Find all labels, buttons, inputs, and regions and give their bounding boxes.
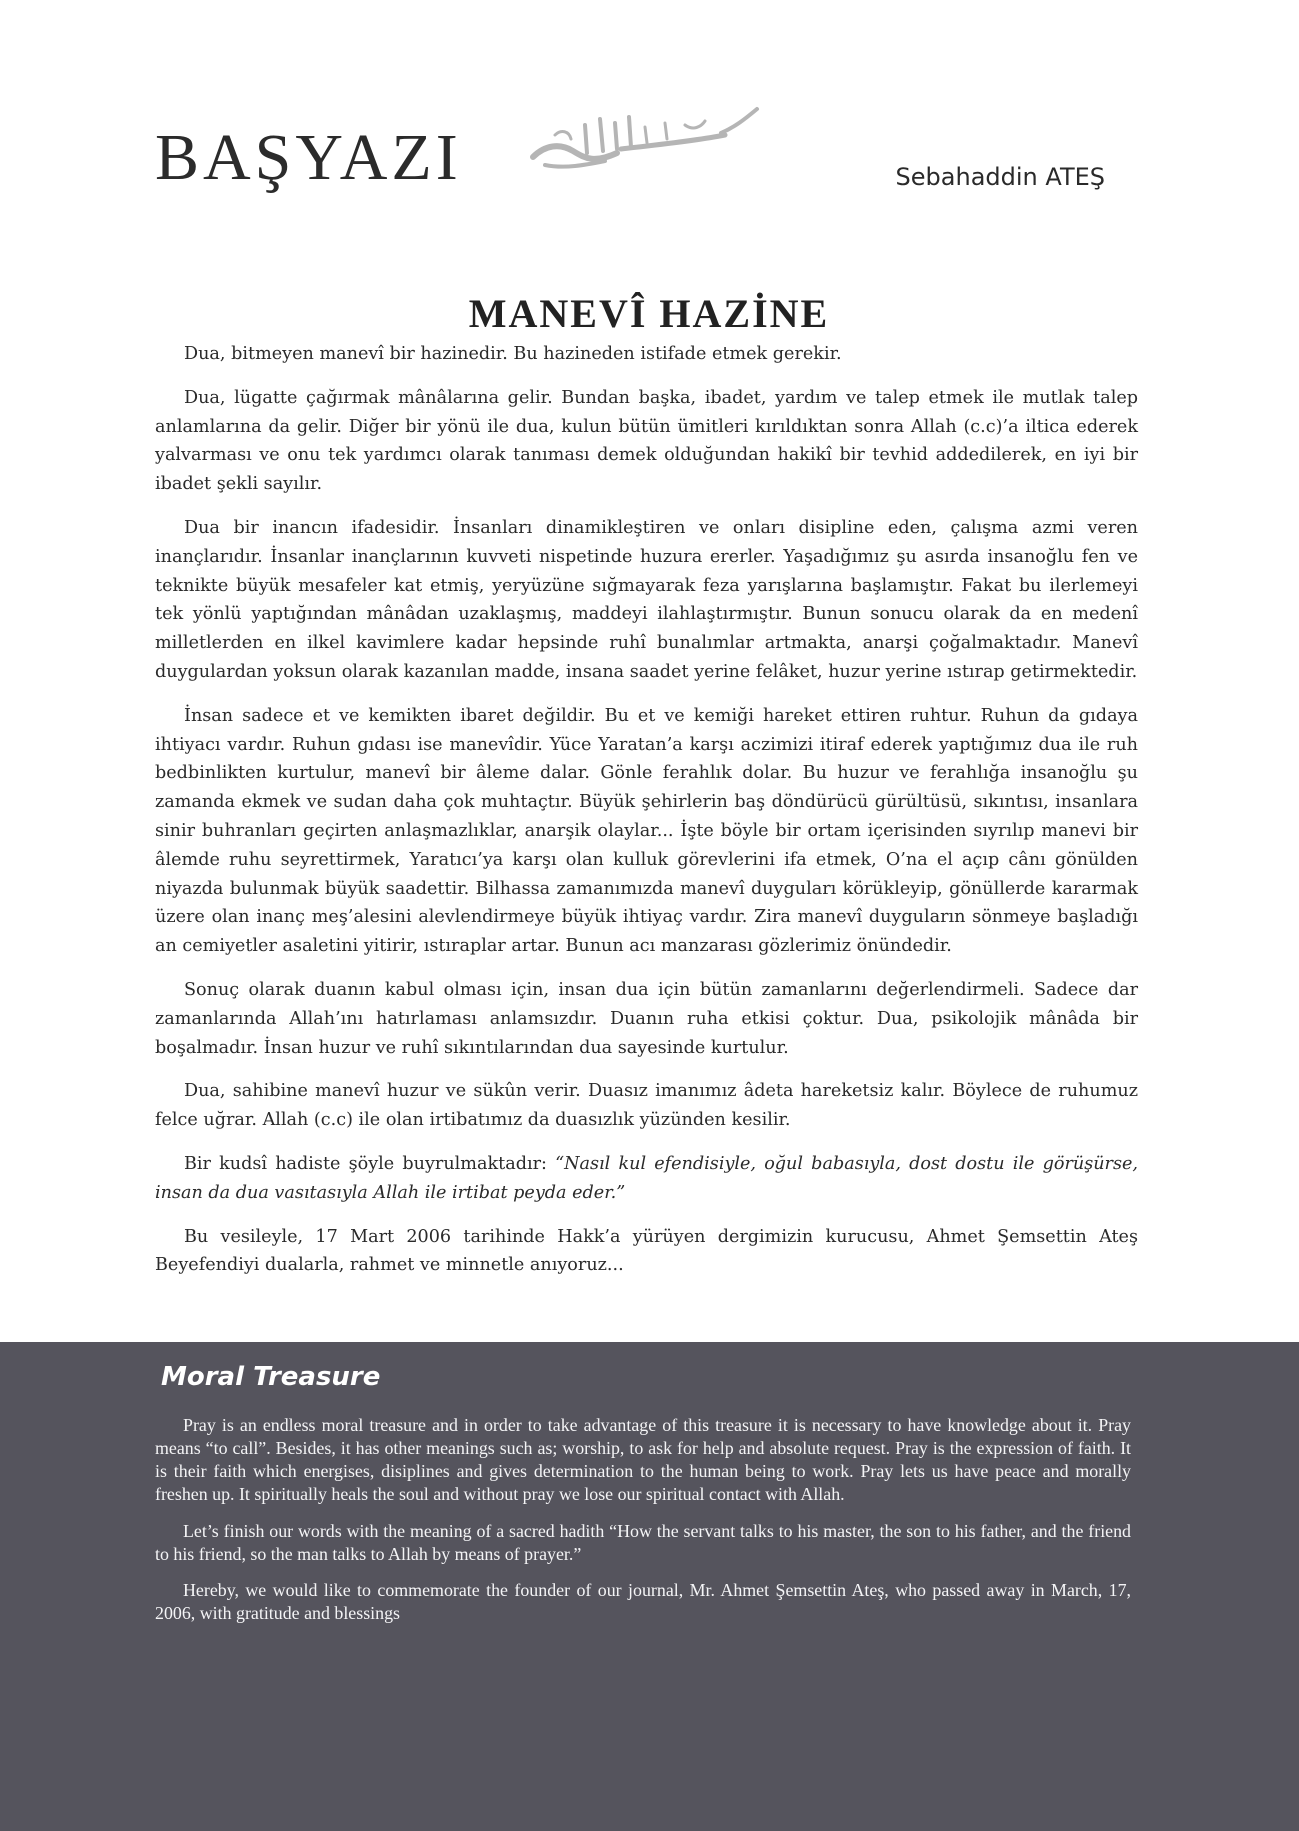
english-summary-title: Moral Treasure (161, 1362, 381, 1392)
article-body (155, 340, 1138, 1295)
closing-paragraph: Bu vesileyle, 17 Mart 2006 tarihinde Hakk’a yürüyen dergimizin kurucusu, Ahmet Şemsettin Ateş Beyefendiyi dualarla, rahmet ve minnetle anıyoruz... (155, 1226, 1138, 1276)
bismillah-calligraphy-icon (525, 105, 765, 180)
article-paragraph: İnsan sadece et ve kemikten ibaret değildir. Bu et ve kemiği hareket ettiren ruhtur. Ruhun da gıdaya ihtiyacı vardır. Ruhun gıdası ise manevîdir. Yüce Yaratan’a karşı aczimizi itiraf ederek yaptığımız dua ile ruh bedbinlikten kurtulur, manevî bir âleme dalar. Gönle ferahlık dolar. Bu huzur ve ferahlığa insanoğlu şu zamanda ekmek ve sudan daha çok muhtaçtır. Büyük şehirlerin baş döndürücü gürültüsü, sıkıntısı, insanlara sinir buhranları geçirten anlaşmazlıklar, anarşik olaylar... İşte böyle bir ortam içerisinden sıyrılıp manevi bir âlemde ruhu seyrettirmek, Yaratıcı’ya karşı olan kulluk görevlerini ifa etmek, O’na el açıp cânı gönülden niyazda bulunmak büyük saadettir. Bilhassa zamanımızda manevî duyguları körükleyip, gönüllerde kararmak üzere olan inanç meş’alesini alevlendirmeye büyük ihtiyaç vardır. Zira manevî duyguların sönmeye başladığı an cemiyetler asaletini yitirir, ıstıraplar artar. Bunun acı manzarası gözlerimiz önündedir. (155, 705, 1138, 957)
hadith-intro: Bir kudsî hadiste şöyle buyrulmaktadır: (184, 1153, 556, 1174)
hadith-quote: “Nasıl kul efendisiyle, oğul babasıyla, dost dostu ile görüşürse, insan da dua vasıtasıyla Allah ile irtibat peyda eder.” (155, 1153, 1138, 1203)
author-name: Sebahaddin ATEŞ (895, 163, 1105, 191)
section-title: BAŞYAZI (155, 121, 462, 194)
article-title: MANEVÎ HAZİNE (468, 291, 830, 336)
article-paragraph: Dua, bitmeyen manevî bir hazinedir. Bu hazineden istifade etmek gerekir. (184, 344, 842, 364)
english-paragraph: Pray is an endless moral treasure and in order to take advantage of this treasure it is necessary to have knowledge about it. Pray means “to call”. Besides, it has other meanings such as; worship, to ask for help and absolute request. Pray is the expression of faith. It is their faith which energises, disiplines and gives determination to the human being to work. Pray lets us have peace and morally freshen up. It spiritually heals the soul and without pray we lose our spiritual contact with Allah. (155, 1415, 1131, 1504)
english-paragraph: Hereby, we would like to commemorate the founder of our journal, Mr. Ahmet Şemsettin Ateş, who passed away in March, 17, 2006, with gratitude and blessings (155, 1580, 1131, 1624)
english-summary-body (155, 1414, 1131, 1639)
english-summary-panel (0, 1342, 1299, 1831)
hadith-paragraph (155, 1150, 1138, 1208)
article-paragraph: Dua, sahibine manevî huzur ve sükûn verir. Duasız imanımız âdeta hareketsiz kalır. Böylece de ruhumuz felce uğrar. Allah (c.c) ile olan irtibatımız da duasızlık yüzünden kesilir. (155, 1081, 1138, 1131)
article-paragraph: Dua, lügatte çağırmak mânâlarına gelir. Bundan başka, ibadet, yardım ve talep etmek ile mutlak talep anlamlarına da gelir. Diğer bir yönü ile dua, kulun bütün ümitleri kırıldıktan sonra Allah (c.c)’a iltica ederek yalvarması ve onu tek yardımcı olarak tanıması demek olduğundan hakikî bir tevhid addedilerek, en iyi bir ibadet şekli sayılır. (155, 387, 1138, 495)
article-paragraph: Dua bir inancın ifadesidir. İnsanları dinamikleştiren ve onları disipline eden, çalışma azmi veren inançlarıdır. İnsanlar inançlarının kuvveti nispetinde huzura ererler. Yaşadığımız şu asırda insanoğlu fen ve teknikte büyük mesafeler kat etmiş, yeryüzüne sığmayarak feza yarışlarına başlamıştır. Fakat bu ilerlemeyi tek yönlü yaptığından mânâdan uzaklaşmış, maddeyi ilahlaştırmıştır. Bunun sonucu olarak da en medenî milletlerden en ilkel kavimlere kadar hepsinde ruhî bunalımlar artmakta, anarşi çoğalmaktadır. Manevî duygulardan yoksun olarak kazanılan madde, insana saadet yerine felâket, huzur yerine ıstırap getirmektedir. (155, 517, 1138, 682)
article-paragraph: Sonuç olarak duanın kabul olması için, insan dua için bütün zamanlarını değerlendirmeli. Sadece dar zamanlarında Allah’ını hatırlaması anlamsızdır. Duanın ruha etkisi çoktur. Dua, psikolojik mânâda bir boşalmadır. İnsan huzur ve ruhî sıkıntılarından dua sayesinde kurtulur. (155, 979, 1138, 1058)
english-paragraph: Let’s finish our words with the meaning of a sacred hadith “How the servant talks to his master, the son to his father, and the friend to his friend, so the man talks to Allah by means of prayer.” (155, 1520, 1131, 1564)
page-header (155, 105, 1105, 215)
